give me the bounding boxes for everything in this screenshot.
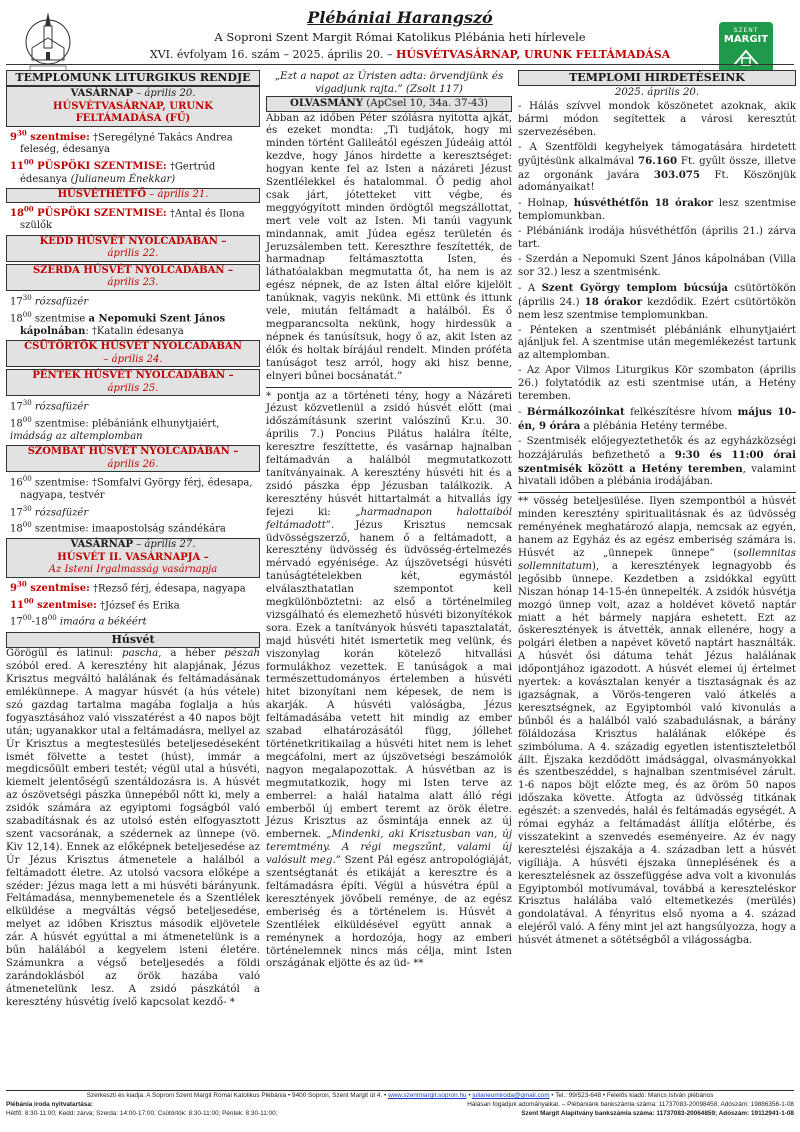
saturday-box: SZOMBAT HÚSVÉT NYOLCADÁBAN – április 26.: [6, 445, 260, 472]
sunday-apr20-box: [6, 86, 260, 127]
announcement-item: - Bérmálkozóinkat felkészítésre hívom május 10-én, 9 órára a plébánia Hetény termébe.: [518, 405, 796, 432]
schedule-line: $16^{00}$ szentmise: †Somfalvi György férj, édesapa, nagyapa, testvér: [10, 475, 253, 502]
office-hours-label: Plébánia iroda nyitvatartása:: [6, 1101, 94, 1108]
mass-entry: $9^{30}$ szentmise: †Seregélyné Takács Andrea feleség, édesanya: [10, 128, 233, 156]
footer: [6, 1090, 794, 1118]
easter-article-continued-2: ** vösség beteljesülése. Ilyen szempontból a húsvét minden keresztény spiritualitásnak és az üdvösség reményének meghatározó alapja, nemcsak az egyén, hanem az Egyház és az egész emberiség számára is. Húsvét az „ünnepek ünnepe” (sollemnitas sollemnitatum), a keresztények legnagyobb és legősibb ünnepe. Kezdetben a zsidókkal együtt Niszan hónap 14-15-én ünnepelték. A zsidók húsvétja mozgó ünnep volt, azaz a holdévet követő naptár miatt a hét bármely napjára eshetett. Ezt az őskeresztények is átvették, annak ellenére, hogy a polgári életben a napévet követő naptárt használták. A húsvét ősi dátuma tehát Jézus halálának időpontjához igazodott. A húsvét elemei új értelmet nyertek: a kovásztalan kenyér a tisztaságnak és az igazságnak, a Vörös-tengeren való átkelés a keresztségnek, az Egyiptomból való kivonulás a bűnből és a halálból való szabadulásnak, a bárány föláldozása Krisztus halálának előképe és szimbóluma. A 4. századig egyetlen istentiszteletből állt. Éjszaka kezdődött imádsággal, olvasmányokkal és szentbeszéddel, s hajnalban szentmisével zárult. 1-6 napos böjt előzte meg, és az öröm 50 napos időszaka követte. Átfogta az üdvösség titkának egészét: a szenvedés, halál és feltámadás egységét. A római egyház a feltámadást állítja előtérbe, és visszatekint a szenvedés eseményeire. Az év nagy keresztelési éjszakája a 4. században lett a húsvét vigíliája. A húsvéti éjszaka ünneplésének és a keresztelésnek az összefüggése adva volt a kivonulás Egyiptomból motívumával, továbbá a kereszteléskor Krisztus halálába való eltemetkezés (merülés) gondolatával. A fényritus első nyoma a 4. század elejéről való. A fény mint jel azt hangsúlyozza, hogy a húsvét átmenet a sötétségből a világosságba.: [518, 496, 796, 947]
schedule-line: $18^{00}$ szentmise: plébániánk elhunytjaiért, imádság az altemplomban: [10, 415, 220, 442]
mass-entry: $11^{00}$ szentmise: †József és Erika: [10, 596, 180, 611]
office-hours: Hétfő: 8:30-11:00; Kedd: zárva; Szerda: 14:00-17:00; Csütörtök: 8:30-11:00; Péntek: 8:30-11:00;: [6, 1110, 278, 1117]
masthead-divider: [6, 64, 794, 65]
schedule-line: $18^{00}$ szentmise a Nepomuki Szent János kápolnában: †Katalin édesanya: [10, 310, 226, 337]
monday-box: HÚSVÉTHÉTFŐ – április 21.: [6, 188, 260, 203]
logo-text-szent: SZENT: [733, 27, 759, 34]
announcement-item: - Az Apor Vilmos Liturgikus Kör szombaton (április 26.) folytatódik az esti szentmise után, a Hetény teremben.: [518, 365, 796, 403]
newsletter-subtitle: A Soproni Szent Margit Római Katolikus Plébánia heti hírlevele: [214, 30, 586, 44]
issue-feast: HÚSVÉTVASÁRNAP, URUNK FELTÁMADÁSA: [396, 48, 671, 61]
divider: [518, 492, 796, 493]
easter-article-continued: * pontja az a történeti tény, hogy a Názáreti Jézust közvetlenül a zsidó húsvét előtt (mai időszámításunk szerint valószínű Kr.u. 30. április 7.) Poncius Pilátus halálra ítélte, keresztre feszíttette, és vasárnap hajnalban feltámadván a halálból megmutatkozott tanítványainak. A keresztény húsvéti hit és a zsidó pászka épp Jézusban találkozik. A keresztény húsvét hittartalmát a hitvallás így fejezi ki: „harmadnapon halottaiból feltámadott”. Jézus Krisztus nemcsak üdvösségszerző, hanem ő a feltámadott, a keresztény üdvösség és üdvösség-értelmezés mérvadó egyénisége. Az újszövetségi húsvéti tanúságtételekben két, egymástól elválaszthatatlan szempontot kell megkülönböztetni: az első a történelmileg vizsgálható és elemezhető húsvéti bizonyítékok sora. Ezek a tanítványok húsvéti tapasztalatát, majd húsvéti hitét ismertetik meg velünk, és viszonylag korán kötelező hitvallási formulákhoz vezettek. E tanúságok a mai természettudományos értelemben a húsvéti hitet bizonyítani nem képesek, de nem is akarják. A húsvéti valóságba, Jézus feltámadásába vetett hit mindig az ember szabad elhatározásától függ, jóllehet történetkritikailag a húsvéti hitet nem is lehet megcáfolni, mert az újszövetségi beszámolók nagyon megalapozottak. A húsvétban az is megmutatkozik, hogy mi Isten terve az emberrel: a halál hatalma alatt álló régi emberből új embert teremt az örök életre. Jézus Krisztus az ősmintája ennek az új embernek. „Mindenki, aki Krisztusban van, új teremtmény. A régi megszűnt, valami új valósult meg.” Szent Pál egész antropológiáját, szentségtanát és etikáját a keresztre és a feltámadásra építi. Végül a húsvétra épül a keresztények jövőbeli reménye, de az egész emberiség és a történelem is. Húsvét a Szentlélek elküldésével együtt annak a reménynek a hordozója, hogy az emberi történelemnek nincs más célja, mint Isten országának eljötte és az üd- **: [266, 390, 513, 970]
szent-margit-logo: [719, 22, 773, 74]
announcement-item: - Szentmisék előjegyeztethetők és az egyházközségi hozzájárulás befizethető a 9:30 és 11:00 órai szentmisék között a Hetény teremben, valamint hivatali időben a plébánia irodájában.: [518, 435, 796, 488]
announcement-item: - Pénteken a szentmisét plébániánk elhunytjaiért ajánljuk fel. A szentmise után megemlékezést tartunk az altemplomban.: [518, 324, 796, 362]
mass-entry: $11^{00}$ PÜSPÖKI SZENTMISE: †Gertrúd édesanya (Julianeum Énekkar): [10, 157, 216, 185]
liturgy-column: [6, 70, 260, 1010]
foundation-account: Szent Margit Alapítvány bankszámla száma: 11737083-20064859; Adószám: 19112941-1-08: [521, 1110, 794, 1117]
schedule-line: $17^{30}$ rózsafüzér: [10, 399, 89, 413]
liturgy-heading: TEMPLOMUNK LITURGIKUS RENDJE: [6, 70, 260, 86]
email-link[interactable]: julianeumiroda@gmail.com: [472, 1092, 550, 1099]
announcement-item: - Hálás szívvel mondok köszönetet azoknak, akik bármi módon segítettek a városi keresztút szervezésében.: [518, 101, 796, 138]
announcement-item: - A Szentföldi kegyhelyek támogatására hirdetett gyűjtésünk alkalmával 76.160 Ft. gyűlt össze, illetve az orgonánk javára 303.075 Ft. Köszönjük adományaikat!: [518, 141, 797, 194]
day-date: – április 20.: [133, 88, 196, 99]
schedule-line: $17^{30}$ rózsafüzér: [10, 504, 89, 518]
reading-text: Abban az időben Péter szólásra nyitotta ajkát, és ezeket mondta: „Ti tudjátok, hogy mi minden történt Galileától egészen Júdeáig attól kezdve, hogy János hirdette a keresztséget: hogyan kente fel az Isten a názáreti Jézust Szentlélekkel és hatalommal. Ő pedig ahol csak járt, jótetteket vitt végbe, és meggyógyított minden ördögtől megszállottat, mert vele volt az Isten. Mi tanúi vagyunk mindannak, amit Júdea egész területén és Jeruzsálemben tett. Kereszthre feszítették, de harmadnap feltámasztotta Isten, és láthatóalakban megmutatta őt, ha nem is az egész népnek, de az Isten által előre kijelölt tanúknak, vagyis nekünk. Mi ettünk és ittunk vele, miután feltámadt a halálból. És ő megparancsolta nekünk, hogy hirdessük a népnek és tanúsítsuk, hogy ő az, akit Isten az élők és holtak bírájául rendelt. Minden próféta tanúságot tesz arról, hogy aki hisz benne, elnyeri bűnei bocsánatát.”: [266, 112, 512, 382]
thursday-box: CSÜTÖRTÖK HÚSVÉT NYOLCADÁBAN – április 24.: [6, 340, 260, 367]
easter-article-heading: Húsvét: [6, 632, 260, 648]
mass-intention: †Seregélyné Takács Andrea feleség, édesanya: [20, 131, 233, 156]
schedule-line: $17^{30}$ rózsafüzér: [10, 293, 89, 308]
schedule-line: $18^{00}$ szentmise: imaapostolság szándékára: [10, 521, 226, 535]
announcements-column: [518, 70, 796, 950]
bank-account: Hálásan fogadjuk adományaikat. – Plébániánk bankszámla száma: 11737083-20098458; Adószám: 19886356-1-08: [467, 1101, 794, 1108]
friday-box: PÉNTEK HÚSVÉT NYOLCADÁBAN – április 25.: [6, 369, 260, 396]
divider: [266, 387, 512, 388]
footer-row: [6, 1100, 794, 1109]
choir-note: (Julianeum Énekkar): [70, 173, 176, 185]
mass-entry: $9^{30}$ szentmise: †Rezső férj, édesapa, nagyapa: [10, 579, 246, 595]
announcements-heading: TEMPLOMI HIRDETÉSEINK: [518, 70, 796, 86]
newsletter-title: Plébániai Harangszó: [307, 8, 493, 27]
schedule-line: $17^{00}-18^{00}$ imaóra a békéért: [10, 614, 147, 628]
tuesday-box: KEDD HÚSVÉT NYOLCADÁBAN – április 22.: [6, 235, 260, 262]
reading-column: [266, 70, 512, 971]
announcements-date: 2025. április 20.: [614, 87, 700, 98]
announcement-item: - Plébániánk irodája húsvéthétfőn (április 21.) zárva tart.: [518, 226, 796, 251]
announcement-item: - A Szent György templom búcsúja csütörtökön (április 24.) 18 órakor kezdődik. Ezért csütörtökön nem lesz szentmise templomunkban.: [518, 281, 796, 321]
mass-entry: $18^{00}$ PÜSPÖKI SZENTMISE: †Antal és Ilona szülők: [10, 204, 245, 232]
day-name: VASÁRNAP: [70, 88, 134, 99]
psalm-quote: „Ezt a napot az Úristen adta: örvendjünk és vigadjunk rajta.” (Zsolt 117): [274, 70, 504, 95]
announcement-item: - Holnap, húsvéthétfőn 18 órakor lesz szentmise templomunkban.: [518, 197, 797, 223]
announcement-item: - Szerdán a Nepomuki Szent János kápolnában (Villa sor 32.) lesz a szentmisénk.: [518, 253, 796, 278]
feast-name: HÚSVÉTVASÁRNAP, URUNK FELTÁMADÁSA (FŰ): [53, 100, 213, 124]
issue-number: XVI. évfolyam 16. szám – 2025. április 20. –: [149, 48, 397, 61]
easter-article-text: Görögül és latinul: pascha, a héber pészah szóból ered. A keresztény hit alapjának, Jézus Krisztus megváltó halálának és feltámadásának emlékünnepe. A magyar húsvét (a hús vétele) szó gazdag tartalma magába foglalja a hús fogyasztásához való visszatérést a 40 napos böjt után; ugyanakkor utal a feltámadásra, mellyel az Úr Krisztus a megtestesülés beteljesedéseként ismét fölvette a testet (húst), immár a megdicsőült emberi testét; végül utal a húsvéti, kiemelt jelentőségű szentáldozásra is. A húsvét az ószövetségi pászka ünnepéből nőtt ki, mely a zsidók számára az egyiptomi fogságból való szabadításnak és az utolsó estén elfogyasztott szent vacsorának, a szédernek az ünnepe (vö. Kiv 12,14). Ennek az előképnek beteljesedése az Úr Jézus Krisztus átmenetele a halálból a feltámadott életre. Az utolsó vacsora előképe a széder: Jézus maga lett a mi húsvéti bárányunk. Feltámadása, mennybemenetele és a Szentlélek elküldése a megváltás végső beteljesedése, melyet az időben Krisztus második eljövetele zár. A húsvét egyúttal a mi átmenetelünk is a bűn halálából a kegyelem isteni életére. Számunkra a végső beteljesedés a földi zarándoklásból az örök hazába való átmenetelünk lesz. A zsidó pászkától a keresztény húsvétig ívelő kapcsolat kezdő- *: [6, 648, 260, 1008]
wednesday-box: SZERDA HÚSVÉT NYOLCADÁBAN – április 23.: [6, 264, 260, 291]
logo-text-margit: MARGIT: [723, 34, 769, 45]
reading-heading: OLVASMÁNY (ApCsel 10, 34a. 37-43): [266, 96, 512, 112]
sunday-apr27-box: VASÁRNAP – április 27. HÚSVÉT II. VASÁRNAPJA – Az Isteni Irgalmasság vasárnapja: [6, 538, 260, 578]
issue-line: [140, 48, 680, 61]
website-link[interactable]: www.szentmargit.sopron.hu: [388, 1092, 467, 1099]
footer-row: [6, 1109, 794, 1118]
mass-intention: †Gertrúd édesanya: [20, 161, 216, 185]
footer-publisher: Szerkeszti és kiadja: A Soproni Szent Margit Római Katolikus Plébánia • 9400 Sopron, Szent Margit út 4. • www.szentmargit.sopron.hu • julianeumiroda@gmail.com • Tel.: 99/523-648 • Felelős kiadó: Marics István plébános: [86, 1092, 714, 1099]
